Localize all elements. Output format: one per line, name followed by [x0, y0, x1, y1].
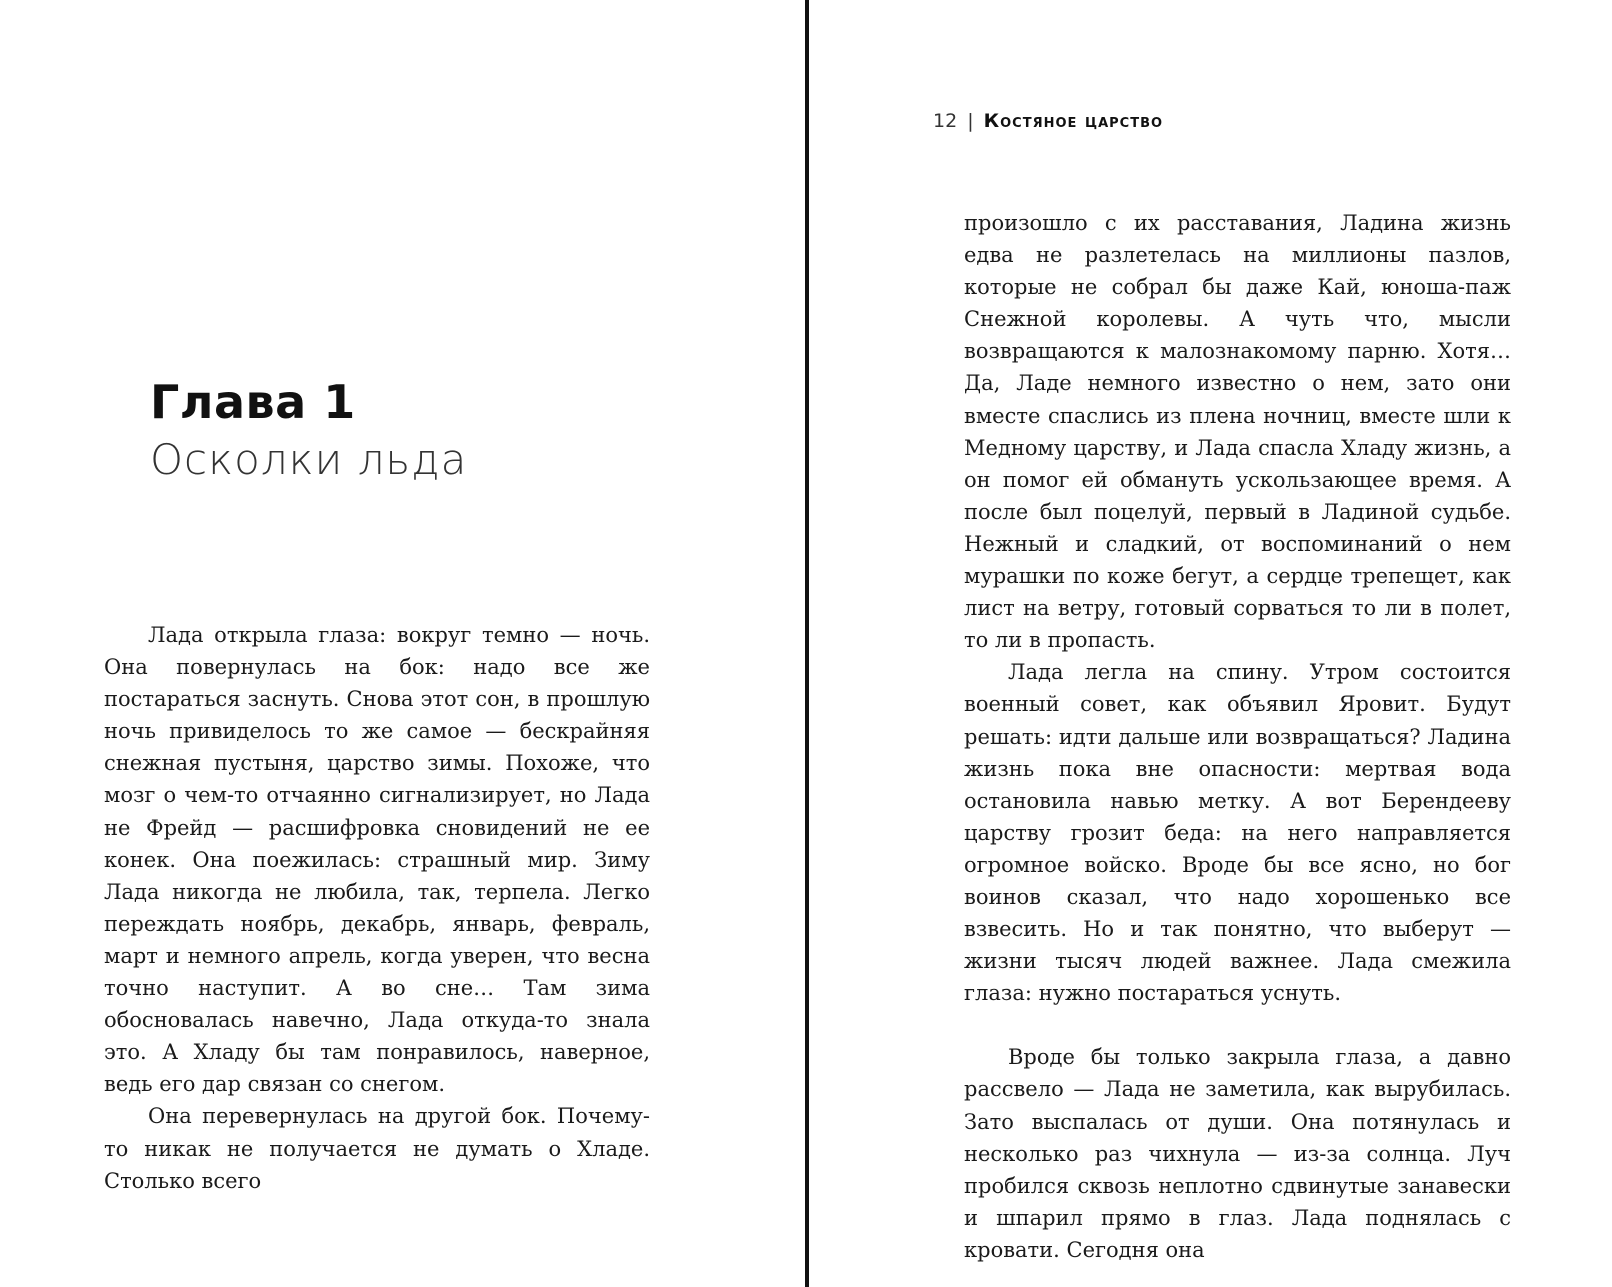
chapter-heading [150, 374, 750, 490]
paragraph: Лада открыла глаза: вокруг темно — ночь. Она повернулась на бок: надо все же постараться заснуть. Снова этот сон, в прошлую ночь привиделось то же самое — бескрайняя снежная пустыня, царство зимы. Похоже, что мозг о чем-то отчаянно сигнализирует, но Лада не Фрейд — расшифровка сновидений не ее конек. Она поежилась: страшный мир. Зиму Лада никогда не любила, так, терпела. Легко переждать ноябрь, декабрь, январь, февраль, март и немного апрель, когда уверен, что весна точно наступит. А во сне… Там зима обосновалась навечно, Лада откуда-то знала это. А Хладу бы там понравилось, наверное, ведь его дар связан со снегом. [104, 623, 650, 1097]
right-body-text [964, 207, 1511, 1266]
chapter-number: Глава 1 [150, 375, 356, 429]
left-body-text [104, 619, 650, 1197]
left-page [0, 0, 805, 1287]
page-number: 12 [933, 110, 958, 132]
paragraph: произошло с их расставания, Ладина жизнь едва не разлетелась на миллионы пазлов, которые не собрал бы даже Кай, юноша-паж Снежной королевы. А чуть что, мысли возвращаются к малознакомому парню. Хотя… Да, Ладе немного известно о нем, зато они вместе спаслись из плена ночниц, вместе шли к Медному царству, и Лада спасла Хладу жизнь, а он помог ей обмануть ускользающее время. А после был поцелуй, первый в Ладиной судьбе. Нежный и сладкий, от воспоминаний о нем мурашки по коже бегут, а сердце трепещет, как лист на ветру, готовый сорваться то ли в полет, то ли в пропасть. [964, 211, 1511, 653]
paragraph: Вроде бы только закрыла глаза, а давно рассвело — Лада не заметила, как вырубилась. Зато выспалась от души. Она потянулась и несколько раз чихнула — из-за солнца. Луч пробился сквозь неплотно сдвинутые занавески и шпарил прямо в глаз. Лада поднялась с кровати. Сегодня она [964, 1045, 1511, 1262]
book-title: Костяное царство [983, 110, 1164, 132]
paragraph: Она перевернулась на другой бок. Почему-то никак не получается не думать о Хладе. Столько всего [104, 1104, 650, 1193]
paragraph: Лада легла на спину. Утром состоится военный совет, как объявил Яровит. Будут решать: идти дальше или возвращаться? Ладина жизнь пока вне опасности: мертвая вода остановила навью метку. А вот Берендееву царству грозит беда: на него направляется огромное войско. Вроде бы все ясно, но бог воинов сказал, что надо хорошенько все взвесить. Но и так понятно, что выберут — жизни тысяч людей важнее. Лада смежила глаза: нужно постараться уснуть. [964, 660, 1511, 1006]
chapter-title: Осколки льда [150, 435, 468, 484]
running-head [933, 106, 1163, 136]
running-head-separator: | [967, 110, 974, 132]
